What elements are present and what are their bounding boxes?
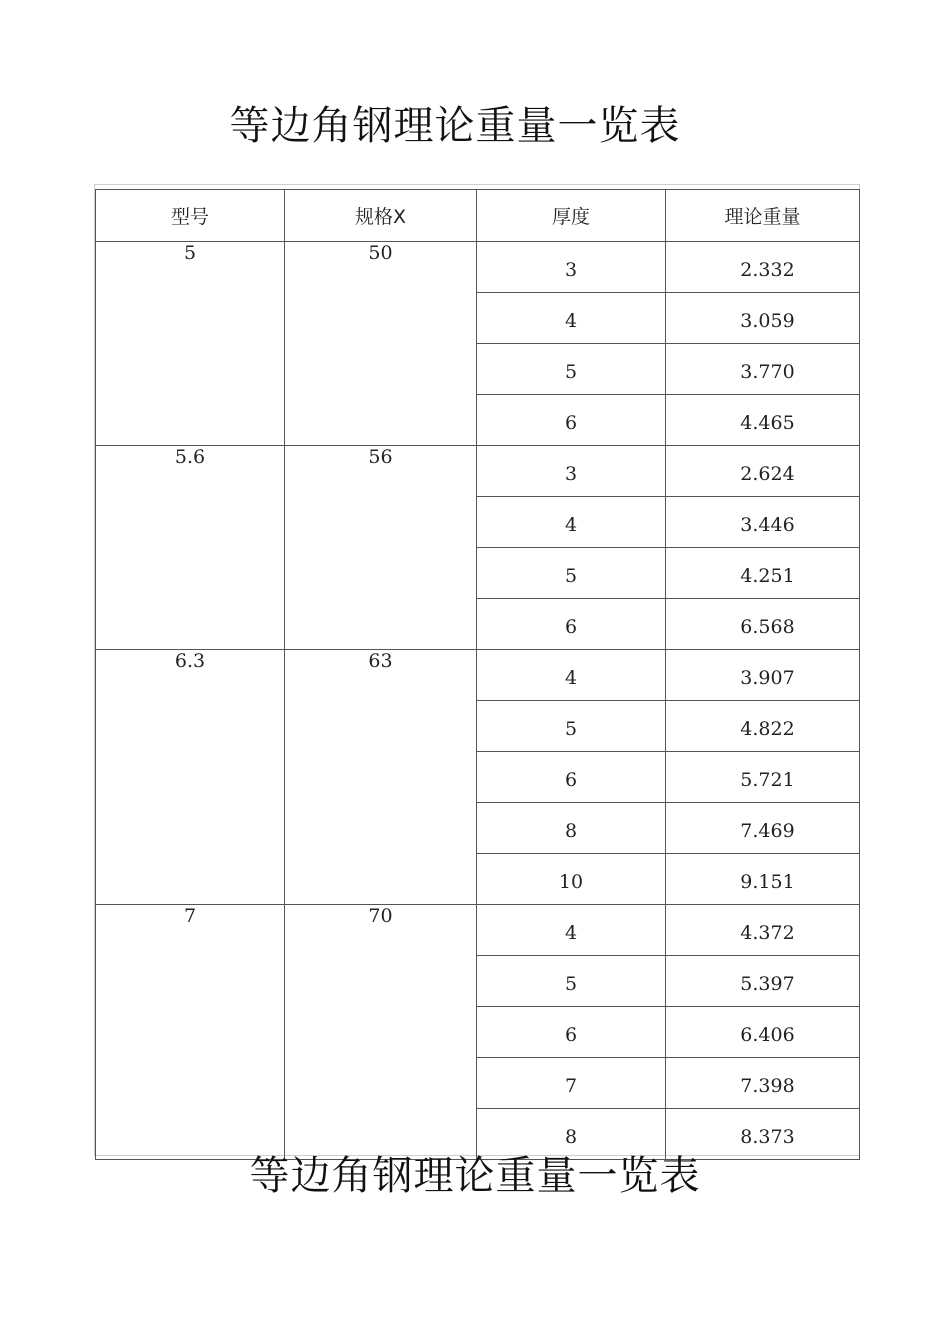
thickness-value: 8 — [564, 1126, 578, 1148]
weight-cell — [666, 854, 860, 905]
weight-value: 3.446 — [740, 514, 795, 536]
weight-value: 3.907 — [740, 667, 795, 689]
spec-cell: 56 — [285, 446, 477, 650]
thickness-value: 5 — [564, 565, 578, 587]
weight-value: 6.406 — [740, 1024, 795, 1046]
thickness-cell — [477, 650, 666, 701]
thickness-cell — [477, 752, 666, 803]
model-cell: 7 — [96, 905, 285, 1160]
thickness-value: 3 — [564, 259, 578, 281]
weight-cell — [666, 293, 860, 344]
weight-value: 4.465 — [740, 412, 795, 434]
table-row — [96, 650, 860, 701]
spec-cell: 70 — [285, 905, 477, 1160]
thickness-cell — [477, 497, 666, 548]
weight-value: 7.398 — [740, 1075, 795, 1097]
table-row — [96, 446, 860, 497]
thickness-value: 4 — [564, 667, 578, 689]
thickness-value: 10 — [558, 871, 584, 893]
weight-value: 2.332 — [740, 259, 795, 281]
weight-value: 4.251 — [740, 565, 795, 587]
weight-value: 3.059 — [740, 310, 795, 332]
weight-cell — [666, 956, 860, 1007]
thickness-value: 6 — [564, 1024, 578, 1046]
weight-value: 7.469 — [740, 820, 795, 842]
thickness-value: 4 — [564, 310, 578, 332]
thickness-cell — [477, 1058, 666, 1109]
thickness-cell — [477, 242, 666, 293]
table-body — [96, 242, 860, 1160]
weight-value: 8.373 — [740, 1126, 795, 1148]
thickness-value: 7 — [564, 1075, 578, 1097]
table-row — [96, 905, 860, 956]
thickness-value: 6 — [564, 412, 578, 434]
weight-value: 6.568 — [740, 616, 795, 638]
weight-cell — [666, 599, 860, 650]
thickness-cell — [477, 446, 666, 497]
table-row — [96, 242, 860, 293]
thickness-value: 5 — [564, 361, 578, 383]
thickness-value: 4 — [564, 922, 578, 944]
page-title-repeat: 等边角钢理论重量一览表 — [249, 1153, 701, 1199]
thickness-cell — [477, 599, 666, 650]
thickness-cell — [477, 344, 666, 395]
weight-cell — [666, 803, 860, 854]
model-cell: 5 — [96, 242, 285, 446]
weight-cell — [666, 548, 860, 599]
thickness-cell — [477, 956, 666, 1007]
weight-cell — [666, 1058, 860, 1109]
weight-value: 9.151 — [740, 871, 795, 893]
thickness-cell — [477, 803, 666, 854]
thickness-cell — [477, 395, 666, 446]
weight-cell — [666, 752, 860, 803]
thickness-cell — [477, 854, 666, 905]
weight-cell — [666, 1007, 860, 1058]
weight-value: 4.372 — [740, 922, 795, 944]
thickness-value: 8 — [564, 820, 578, 842]
header-thickness: 厚度 — [477, 190, 666, 242]
header-spec: 规格X — [285, 190, 477, 242]
spec-cell: 50 — [285, 242, 477, 446]
weight-value: 4.822 — [740, 718, 795, 740]
weight-value: 3.770 — [740, 361, 795, 383]
weight-table — [95, 189, 860, 1160]
thickness-cell — [477, 905, 666, 956]
spec-cell: 63 — [285, 650, 477, 905]
weight-cell — [666, 344, 860, 395]
thickness-cell — [477, 548, 666, 599]
weight-value: 5.397 — [740, 973, 795, 995]
weight-cell — [666, 242, 860, 293]
weight-cell — [666, 446, 860, 497]
thickness-value: 5 — [564, 718, 578, 740]
weight-value: 5.721 — [740, 769, 795, 791]
header-weight: 理论重量 — [666, 190, 860, 242]
table-header-row — [96, 190, 860, 242]
thickness-cell — [477, 1007, 666, 1058]
weight-cell — [666, 650, 860, 701]
model-cell: 5.6 — [96, 446, 285, 650]
model-cell: 6.3 — [96, 650, 285, 905]
thickness-cell — [477, 701, 666, 752]
thickness-value: 6 — [564, 769, 578, 791]
header-model: 型号 — [96, 190, 285, 242]
weight-cell — [666, 905, 860, 956]
thickness-cell — [477, 293, 666, 344]
thickness-value: 4 — [564, 514, 578, 536]
thickness-value: 3 — [564, 463, 578, 485]
thickness-value: 5 — [564, 973, 578, 995]
thickness-value: 6 — [564, 616, 578, 638]
weight-cell — [666, 395, 860, 446]
weight-cell — [666, 701, 860, 752]
weight-value: 2.624 — [740, 463, 795, 485]
page-title: 等边角钢理论重量一览表 — [229, 103, 681, 149]
weight-cell — [666, 497, 860, 548]
